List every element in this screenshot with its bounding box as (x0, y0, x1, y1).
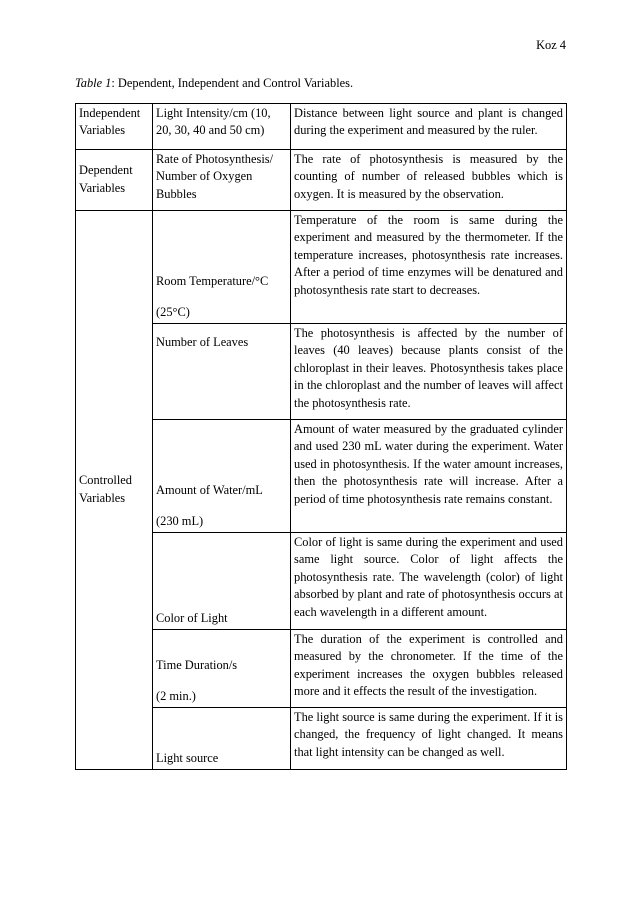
variable-value: (2 min.) (156, 688, 196, 703)
variable-cell: Color of Light (153, 533, 291, 630)
variable-value: (230 mL) (156, 513, 204, 528)
table-caption (75, 75, 353, 92)
description-cell: The light source is same during the experiment. If it is changed, the frequency of light changed. It means that light intensity can be changed as well. (291, 708, 567, 770)
description-cell: Temperature of the room is same during the experiment and measured by the thermometer. If the temperature increases, photosynthesis rate increases. After a period of time enzymes will be denatured and photosynthesis rate start to decreases. (291, 211, 567, 324)
variable-cell: Rate of Photosynthesis/ Number of Oxygen Bubbles (153, 150, 291, 211)
variables-table (75, 103, 567, 770)
category-cell: Controlled Variables (76, 211, 153, 770)
description-cell: Color of light is same during the experiment and used same light source. Color of light affects the photosynthesis rate. The wavelength (color) of light absorbed by plant and rate of photosynthesis occurs at each wavelength in a different amount. (291, 533, 567, 630)
category-cell: Independent Variables (76, 104, 153, 150)
table-caption-label: Table 1 (75, 76, 112, 90)
table-caption-text: : Dependent, Independent and Control Variables. (111, 76, 354, 90)
description-cell: The photosynthesis is affected by the number of leaves (40 leaves) because plants consist of the chloroplast in their leaves. Photosynthesis takes place in the chloroplast and the number of leaves will affect the photosynthesis rate. (291, 324, 567, 420)
variable-label: Room Temperature/°C (156, 274, 269, 289)
variable-cell (153, 420, 291, 533)
variable-cell (153, 630, 291, 708)
table-row (76, 150, 567, 211)
table-row (76, 211, 567, 324)
table-row (76, 104, 567, 150)
variable-cell (153, 211, 291, 324)
variable-cell: Number of Leaves (153, 324, 291, 420)
variable-label: Time Duration/s (156, 658, 238, 673)
description-cell: The duration of the experiment is controlled and measured by the chronometer. If the time of the experiment increases the oxygen bubbles released more and it effects the result of the investigation. (291, 630, 567, 708)
variable-label: Amount of Water/mL (156, 483, 263, 498)
description-cell: Amount of water measured by the graduated cylinder and used 230 mL water during the experiment. Water used in photosynthesis. If the water amount increases, then the photosynthesis rate will increase. After a period of time photosynthesis rate remains constant. (291, 420, 567, 533)
variable-cell: Light source (153, 708, 291, 770)
variable-cell: Light Intensity/cm (10, 20, 30, 40 and 50 cm) (153, 104, 291, 150)
description-cell: Distance between light source and plant is changed during the experiment and measured by the ruler. (291, 104, 567, 150)
category-cell: Dependent Variables (76, 150, 153, 211)
page-number: Koz 4 (536, 38, 566, 52)
variable-value: (25°C) (156, 304, 190, 319)
description-cell: The rate of photosynthesis is measured by the counting of number of released bubbles which is oxygen. It is measured by the observation. (291, 150, 567, 211)
